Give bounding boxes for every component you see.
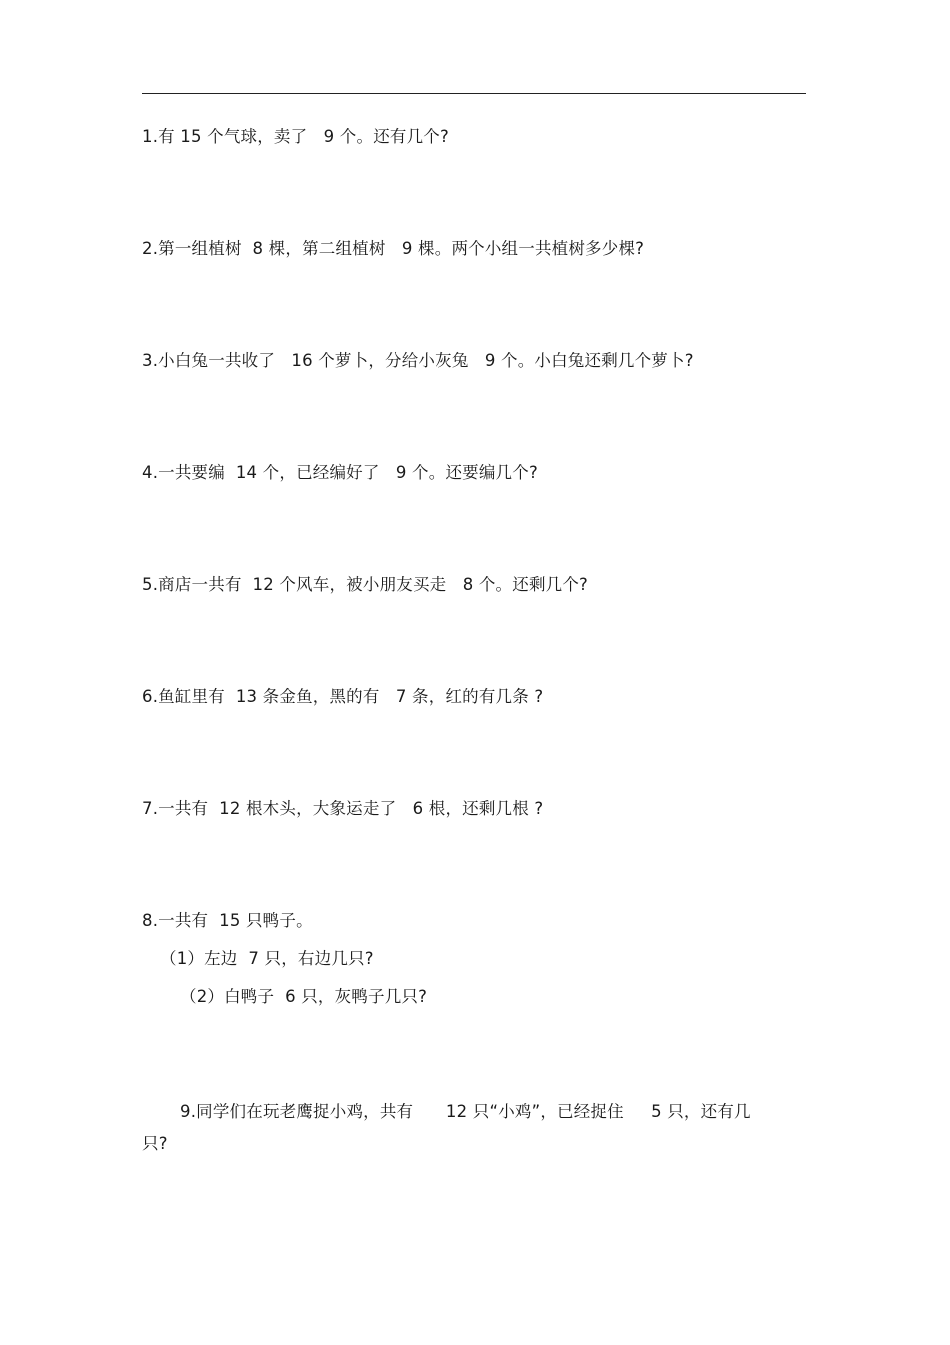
question-9-line-1: 9.同学们在玩老鹰捉小鸡，共有 12 只“小鸡”，已经捉住 5 只，还有几 xyxy=(180,1102,751,1121)
question-8-sub-1: （1）左边 7 只，右边几只? xyxy=(160,949,374,968)
header-rule xyxy=(142,93,806,94)
question-9 xyxy=(142,1096,806,1160)
question-3: 3.小白兔一共收了 16 个萝卜，分给小灰兔 9 个。小白兔还剩几个萝卜? xyxy=(142,351,694,370)
question-8-stem: 8.一共有 15 只鸭子。 xyxy=(142,911,313,930)
question-4: 4.一共要编 14 个，已经编好了 9 个。还要编几个? xyxy=(142,463,538,482)
question-1: 1.有 15 个气球，卖了 9 个。还有几个? xyxy=(142,127,449,146)
question-6: 6.鱼缸里有 13 条金鱼，黑的有 7 条，红的有几条 ? xyxy=(142,687,544,706)
question-9-line-2: 只? xyxy=(142,1134,168,1153)
question-8-sub-2: （2）白鸭子 6 只，灰鸭子几只? xyxy=(180,987,428,1006)
question-2: 2.第一组植树 8 棵，第二组植树 9 棵。两个小组一共植树多少棵? xyxy=(142,239,645,258)
question-7: 7.一共有 12 根木头，大象运走了 6 根，还剩几根 ? xyxy=(142,799,544,818)
question-5: 5.商店一共有 12 个风车，被小朋友买走 8 个。还剩几个? xyxy=(142,575,589,594)
